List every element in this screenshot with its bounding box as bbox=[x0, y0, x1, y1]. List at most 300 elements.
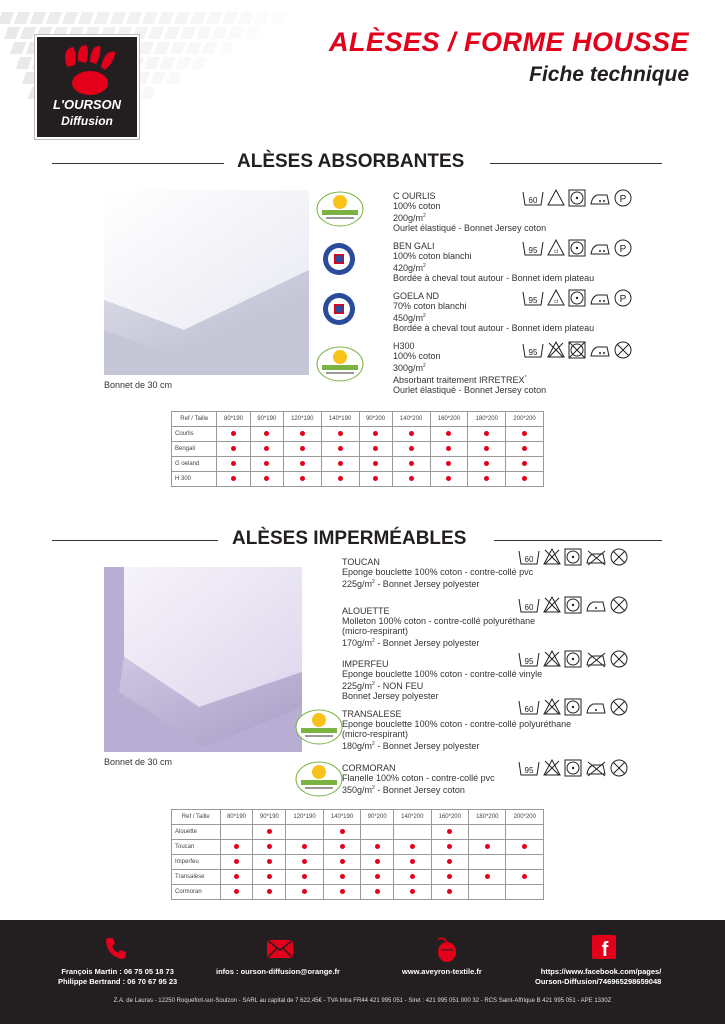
available-dot bbox=[264, 431, 269, 436]
table-availability-cell bbox=[217, 457, 250, 472]
compliance-badge bbox=[316, 345, 364, 388]
table-availability-cell bbox=[321, 472, 359, 487]
available-dot bbox=[231, 476, 236, 481]
iron-icon bbox=[589, 239, 611, 257]
svg-text:60: 60 bbox=[524, 555, 534, 564]
available-dot bbox=[409, 431, 414, 436]
available-dot bbox=[234, 874, 239, 879]
svg-text:cl: cl bbox=[554, 299, 558, 305]
available-dot bbox=[522, 844, 527, 849]
available-dot bbox=[446, 446, 451, 451]
available-dot bbox=[375, 859, 380, 864]
no-iron-icon bbox=[585, 650, 607, 668]
footer-email[interactable]: infos : ourson-diffusion@orange.fr bbox=[216, 967, 340, 976]
table-header-cell: 90*190 bbox=[250, 412, 283, 427]
svg-text:60: 60 bbox=[528, 196, 538, 205]
no-dry-clean-icon bbox=[610, 759, 628, 777]
table-header-cell: 180*200 bbox=[468, 412, 506, 427]
table-row bbox=[172, 427, 544, 442]
decorative-square bbox=[228, 27, 244, 39]
available-dot bbox=[373, 446, 378, 451]
table-availability-cell bbox=[286, 825, 323, 840]
tumble-dry-icon bbox=[564, 650, 582, 668]
phone-philippe[interactable]: Philippe Bertrand : 06 70 67 95 23 bbox=[58, 977, 178, 986]
available-dot bbox=[267, 874, 272, 879]
wash-tub-icon bbox=[518, 650, 540, 668]
available-dot bbox=[264, 446, 269, 451]
table-ref-cell: Alouette bbox=[172, 825, 221, 840]
table-availability-cell bbox=[506, 472, 544, 487]
size-table-impermeables bbox=[171, 809, 544, 900]
tumble-dry-icon bbox=[564, 759, 582, 777]
svg-text:95: 95 bbox=[524, 657, 534, 666]
decorative-square bbox=[144, 57, 160, 69]
table-header-cell: 200*200 bbox=[506, 412, 544, 427]
decorative-square bbox=[164, 27, 180, 39]
table-header-cell: 120*190 bbox=[283, 412, 321, 427]
table-availability-cell bbox=[220, 825, 253, 840]
iron-icon bbox=[585, 698, 607, 716]
table-availability-cell bbox=[506, 870, 544, 885]
compliance-badge bbox=[316, 190, 364, 233]
table-availability-cell bbox=[431, 825, 468, 840]
available-dot bbox=[484, 461, 489, 466]
table-availability-cell bbox=[506, 855, 544, 870]
care-symbols-toucan bbox=[518, 548, 628, 566]
table-ref-cell: H 300 bbox=[172, 472, 217, 487]
decorative-square bbox=[244, 27, 260, 39]
available-dot bbox=[234, 844, 239, 849]
product-toucan: TOUCAN Eponge bouclette 100% coton - contre-collé pvc $225g/m^2$ - Bonnet Jersey polyester bbox=[342, 557, 534, 589]
tumble-dry-icon bbox=[564, 548, 582, 566]
table-header-cell: 140*200 bbox=[394, 810, 431, 825]
available-dot bbox=[410, 844, 415, 849]
table-header-cell: Ref / Taille bbox=[172, 412, 217, 427]
table-header-cell: 160*200 bbox=[431, 810, 468, 825]
table-ref-cell: Toucan bbox=[172, 840, 221, 855]
table-ref-cell: G oeland bbox=[172, 457, 217, 472]
no-bleach-icon bbox=[543, 548, 561, 566]
table-availability-cell bbox=[286, 870, 323, 885]
tumble-dry-icon bbox=[564, 698, 582, 716]
table-header-cell: 140*200 bbox=[392, 412, 430, 427]
no-dry-clean-icon bbox=[610, 650, 628, 668]
available-dot bbox=[267, 844, 272, 849]
available-dot bbox=[446, 431, 451, 436]
table-availability-cell bbox=[253, 840, 286, 855]
table-availability-cell bbox=[253, 885, 286, 900]
table-availability-cell bbox=[283, 472, 321, 487]
phone-icon[interactable] bbox=[103, 935, 129, 966]
table-availability-cell bbox=[506, 825, 544, 840]
svg-text:P: P bbox=[619, 294, 627, 305]
table-ref-cell: Transalèse bbox=[172, 870, 221, 885]
table-availability-cell bbox=[468, 442, 506, 457]
table-availability-cell bbox=[506, 427, 544, 442]
dry-clean-p-icon bbox=[614, 189, 632, 207]
decorative-square bbox=[192, 57, 208, 69]
table-availability-cell bbox=[392, 457, 430, 472]
available-dot bbox=[447, 844, 452, 849]
table-availability-cell bbox=[394, 840, 431, 855]
table-header-cell: 180*200 bbox=[469, 810, 506, 825]
section-title: ALÈSES ABSORBANTES bbox=[237, 151, 465, 172]
available-dot bbox=[522, 874, 527, 879]
care-symbols-transalese bbox=[518, 698, 628, 716]
available-dot bbox=[522, 446, 527, 451]
table-availability-cell bbox=[469, 825, 506, 840]
table-availability-cell bbox=[361, 825, 394, 840]
tumble-dry-icon bbox=[568, 239, 586, 257]
care-symbols-courlis bbox=[522, 189, 632, 207]
wash-tub-icon bbox=[518, 596, 540, 614]
table-header-cell: 140*190 bbox=[321, 412, 359, 427]
iron-icon bbox=[589, 341, 611, 359]
table-availability-cell bbox=[361, 855, 394, 870]
available-dot bbox=[264, 461, 269, 466]
no-dry-clean-icon bbox=[610, 548, 628, 566]
product-photo-impermeable bbox=[104, 567, 302, 752]
table-row bbox=[172, 870, 544, 885]
decorative-square bbox=[20, 27, 36, 39]
available-dot bbox=[373, 431, 378, 436]
available-dot bbox=[300, 476, 305, 481]
footer-website[interactable]: www.aveyron-textile.fr bbox=[402, 967, 482, 976]
iron-icon bbox=[589, 289, 611, 307]
table-availability-cell bbox=[220, 855, 253, 870]
no-bleach-icon bbox=[543, 596, 561, 614]
wash-tub-icon bbox=[518, 548, 540, 566]
product-alouette: ALOUETTE Molleton 100% coton - contre-collé polyuréthane (micro-respirant) $170g/m^2$ - Bonnet Jersey polyester bbox=[342, 606, 536, 648]
wash-tub-icon bbox=[518, 759, 540, 777]
table-availability-cell bbox=[217, 427, 250, 442]
footer-legal: Z.A. de Lauras - 12250 Roquefort-sur-Soulzon - SARL au capital de 7 622,45€ - TVA Intra FR44 421 995 051 - Siret : 421 995 051 000 32 - RCS Saint-Affrique B 421 995 051 - APE 1330Z bbox=[113, 998, 612, 1004]
product-courlis: C OURLIS 100% coton $200g/m^2$ Ourlet élastiqué - Bonnet Jersey coton bbox=[393, 191, 547, 233]
tumble-dry-icon bbox=[568, 189, 586, 207]
no-bleach-icon bbox=[543, 759, 561, 777]
mouse-icon[interactable] bbox=[432, 935, 458, 968]
decorative-square bbox=[14, 12, 30, 24]
available-dot bbox=[447, 874, 452, 879]
wash-tub-icon bbox=[522, 189, 544, 207]
table-availability-cell bbox=[250, 457, 283, 472]
photo-caption: Bonnet de 30 cm bbox=[104, 757, 173, 767]
decorative-square bbox=[78, 12, 94, 24]
table-availability-cell bbox=[283, 457, 321, 472]
svg-text:P: P bbox=[619, 244, 627, 255]
table-row bbox=[172, 855, 544, 870]
decorative-square bbox=[126, 12, 142, 24]
available-dot bbox=[264, 476, 269, 481]
available-dot bbox=[375, 889, 380, 894]
available-dot bbox=[522, 476, 527, 481]
available-dot bbox=[373, 461, 378, 466]
france-badge bbox=[322, 292, 356, 331]
table-header-cell: 120*190 bbox=[286, 810, 323, 825]
no-iron-icon bbox=[585, 759, 607, 777]
table-availability-cell bbox=[431, 855, 468, 870]
table-row bbox=[172, 840, 544, 855]
table-availability-cell bbox=[323, 870, 360, 885]
decorative-square bbox=[94, 12, 110, 24]
available-dot bbox=[375, 844, 380, 849]
available-dot bbox=[410, 889, 415, 894]
table-row bbox=[172, 885, 544, 900]
decorative-square bbox=[202, 42, 218, 54]
dry-clean-p-icon bbox=[614, 239, 632, 257]
decorative-square bbox=[174, 12, 190, 24]
table-header-row bbox=[172, 810, 544, 825]
decorative-square bbox=[30, 12, 46, 24]
table-availability-cell bbox=[323, 855, 360, 870]
table-header-cell: 90*190 bbox=[253, 810, 286, 825]
table-availability-cell bbox=[506, 457, 544, 472]
care-symbols-goeland bbox=[522, 289, 632, 307]
table-availability-cell bbox=[469, 870, 506, 885]
decorative-square bbox=[190, 12, 206, 24]
table-availability-cell bbox=[250, 472, 283, 487]
available-dot bbox=[410, 874, 415, 879]
decorative-square bbox=[238, 12, 254, 24]
decorative-square bbox=[186, 42, 202, 54]
available-dot bbox=[267, 889, 272, 894]
table-header-cell: 90*200 bbox=[359, 412, 392, 427]
table-availability-cell bbox=[253, 825, 286, 840]
decorative-square bbox=[180, 27, 196, 39]
table-availability-cell bbox=[506, 885, 544, 900]
bear-paw-icon bbox=[59, 45, 119, 95]
table-availability-cell bbox=[220, 885, 253, 900]
svg-text:cl: cl bbox=[554, 249, 558, 255]
available-dot bbox=[231, 461, 236, 466]
decorative-square bbox=[10, 42, 26, 54]
table-ref-cell: Courlis bbox=[172, 427, 217, 442]
no-iron-icon bbox=[585, 548, 607, 566]
table-header-cell: 80*190 bbox=[217, 412, 250, 427]
care-symbols-cormoran bbox=[518, 759, 628, 777]
table-header-cell: 200*200 bbox=[506, 810, 544, 825]
section-heading-absorbantes bbox=[52, 151, 662, 175]
decorative-square bbox=[46, 12, 62, 24]
available-dot bbox=[409, 476, 414, 481]
available-dot bbox=[340, 829, 345, 834]
available-dot bbox=[302, 874, 307, 879]
table-availability-cell bbox=[506, 442, 544, 457]
available-dot bbox=[338, 476, 343, 481]
care-symbols-h300 bbox=[522, 341, 632, 359]
available-dot bbox=[446, 461, 451, 466]
available-dot bbox=[446, 476, 451, 481]
available-dot bbox=[267, 829, 272, 834]
table-availability-cell bbox=[392, 472, 430, 487]
phone-francois[interactable]: François Martin : 06 75 05 18 73 bbox=[61, 967, 174, 976]
table-availability-cell bbox=[253, 855, 286, 870]
table-availability-cell bbox=[468, 427, 506, 442]
table-availability-cell bbox=[220, 870, 253, 885]
decorative-square bbox=[212, 27, 228, 39]
available-dot bbox=[409, 446, 414, 451]
table-availability-cell bbox=[286, 840, 323, 855]
table-availability-cell bbox=[361, 870, 394, 885]
table-header-cell: 160*200 bbox=[430, 412, 468, 427]
decorative-square bbox=[206, 12, 222, 24]
decorative-square bbox=[158, 12, 174, 24]
iron-icon bbox=[589, 189, 611, 207]
available-dot bbox=[447, 829, 452, 834]
care-symbols-bengali bbox=[522, 239, 632, 257]
table-ref-cell: Cormoran bbox=[172, 885, 221, 900]
photo-caption: Bonnet de 30 cm bbox=[104, 380, 173, 390]
decorative-square bbox=[62, 12, 78, 24]
facebook-icon[interactable] bbox=[592, 935, 616, 964]
bleach-cl-icon bbox=[547, 239, 565, 257]
product-photo-absorbant bbox=[104, 190, 309, 375]
table-row bbox=[172, 457, 544, 472]
available-dot bbox=[234, 859, 239, 864]
table-availability-cell bbox=[250, 442, 283, 457]
table-availability-cell bbox=[430, 442, 468, 457]
table-availability-cell bbox=[431, 870, 468, 885]
table-availability-cell bbox=[430, 457, 468, 472]
table-row bbox=[172, 825, 544, 840]
available-dot bbox=[340, 859, 345, 864]
table-availability-cell bbox=[217, 472, 250, 487]
available-dot bbox=[300, 461, 305, 466]
table-availability-cell bbox=[361, 840, 394, 855]
table-availability-cell bbox=[430, 427, 468, 442]
available-dot bbox=[338, 461, 343, 466]
table-availability-cell bbox=[394, 825, 431, 840]
no-dry-clean-icon bbox=[614, 341, 632, 359]
table-availability-cell bbox=[469, 840, 506, 855]
table-availability-cell bbox=[253, 870, 286, 885]
table-availability-cell bbox=[283, 442, 321, 457]
available-dot bbox=[234, 889, 239, 894]
available-dot bbox=[300, 431, 305, 436]
decorative-square bbox=[150, 72, 166, 84]
brand-name: L'OURSON bbox=[52, 97, 122, 112]
france-badge bbox=[322, 242, 356, 281]
available-dot bbox=[447, 859, 452, 864]
product-transalese: TRANSALESE Eponge bouclette 100% coton - contre-collé polyuréthane (micro-respirant) $180g/m^2$ - Bonnet Jersey polyester bbox=[342, 709, 572, 751]
iron-icon bbox=[585, 596, 607, 614]
available-dot bbox=[340, 874, 345, 879]
available-dot bbox=[522, 461, 527, 466]
available-dot bbox=[340, 889, 345, 894]
available-dot bbox=[302, 859, 307, 864]
available-dot bbox=[522, 431, 527, 436]
no-dry-clean-icon bbox=[610, 596, 628, 614]
decorative-square bbox=[160, 57, 176, 69]
table-availability-cell bbox=[283, 427, 321, 442]
section-title: ALÈSES IMPERMÉABLES bbox=[232, 528, 467, 549]
wash-tub-icon bbox=[522, 289, 544, 307]
table-availability-cell bbox=[250, 427, 283, 442]
no-dry-clean-icon bbox=[610, 698, 628, 716]
table-availability-cell bbox=[321, 427, 359, 442]
table-availability-cell bbox=[506, 840, 544, 855]
table-availability-cell bbox=[220, 840, 253, 855]
available-dot bbox=[231, 446, 236, 451]
table-header-cell: Ref / Taille bbox=[172, 810, 221, 825]
decorative-square bbox=[254, 12, 270, 24]
svg-text:95: 95 bbox=[528, 246, 538, 255]
available-dot bbox=[484, 476, 489, 481]
wash-tub-icon bbox=[522, 239, 544, 257]
table-availability-cell bbox=[323, 840, 360, 855]
decorative-square bbox=[110, 12, 126, 24]
decorative-square bbox=[218, 42, 234, 54]
available-dot bbox=[484, 431, 489, 436]
product-h300: H300 100% coton $300g/m^2$ Absorbant traitement IRRETREX* Ourlet élastiqué - Bonnet Jersey coton bbox=[393, 341, 547, 395]
svg-text:60: 60 bbox=[524, 705, 534, 714]
table-availability-cell bbox=[359, 427, 392, 442]
no-tumble-dry-icon bbox=[568, 341, 586, 359]
table-header-row bbox=[172, 412, 544, 427]
table-availability-cell bbox=[359, 472, 392, 487]
table-availability-cell bbox=[468, 457, 506, 472]
footer-phones bbox=[58, 967, 177, 987]
available-dot bbox=[410, 859, 415, 864]
no-bleach-icon bbox=[543, 650, 561, 668]
decorative-square bbox=[0, 12, 14, 24]
table-row bbox=[172, 472, 544, 487]
table-availability-cell bbox=[430, 472, 468, 487]
page-subtitle: Fiche technique bbox=[529, 63, 689, 86]
no-bleach-icon bbox=[543, 698, 561, 716]
table-ref-cell: Imperfeu bbox=[172, 855, 221, 870]
svg-text:P: P bbox=[619, 194, 627, 205]
table-header-cell: 140*190 bbox=[323, 810, 360, 825]
available-dot bbox=[484, 446, 489, 451]
table-availability-cell bbox=[431, 840, 468, 855]
decorative-square bbox=[222, 12, 238, 24]
decorative-square bbox=[166, 72, 182, 84]
care-symbols-alouette bbox=[518, 596, 628, 614]
available-dot bbox=[409, 461, 414, 466]
decorative-square bbox=[154, 42, 170, 54]
footer-facebook[interactable]: https://www.facebook.com/pages/ Ourson-Diffusion/746965298659048 bbox=[535, 967, 662, 986]
table-availability-cell bbox=[392, 427, 430, 442]
decorative-square bbox=[270, 12, 286, 24]
table-availability-cell bbox=[323, 885, 360, 900]
table-availability-cell bbox=[431, 885, 468, 900]
table-availability-cell bbox=[321, 457, 359, 472]
product-bengali: BEN GALI 100% coton blanchi $420g/m^2$ Bordée à cheval tout autour - Bonnet idem plateau bbox=[393, 241, 595, 283]
email-icon[interactable] bbox=[267, 940, 293, 963]
dry-clean-p-icon bbox=[614, 289, 632, 307]
available-dot bbox=[267, 859, 272, 864]
decorative-square bbox=[170, 42, 186, 54]
product-goeland: GOELA ND 70% coton blanchi $450g/m^2$ Bordée à cheval tout autour - Bonnet idem plateau bbox=[393, 291, 595, 333]
table-availability-cell bbox=[361, 885, 394, 900]
decorative-square bbox=[176, 57, 192, 69]
brand-logo bbox=[35, 35, 139, 139]
svg-text:95: 95 bbox=[524, 766, 534, 775]
table-ref-cell: Bengali bbox=[172, 442, 217, 457]
available-dot bbox=[302, 889, 307, 894]
care-symbols-imperfeu bbox=[518, 650, 628, 668]
svg-text:60: 60 bbox=[524, 603, 534, 612]
bleach-cl-icon bbox=[547, 289, 565, 307]
wash-tub-icon bbox=[522, 341, 544, 359]
available-dot bbox=[373, 476, 378, 481]
bleach-triangle-icon bbox=[547, 189, 565, 207]
no-bleach-icon bbox=[547, 341, 565, 359]
available-dot bbox=[485, 844, 490, 849]
compliance-badge bbox=[295, 760, 343, 803]
svg-text:f: f bbox=[601, 939, 609, 959]
